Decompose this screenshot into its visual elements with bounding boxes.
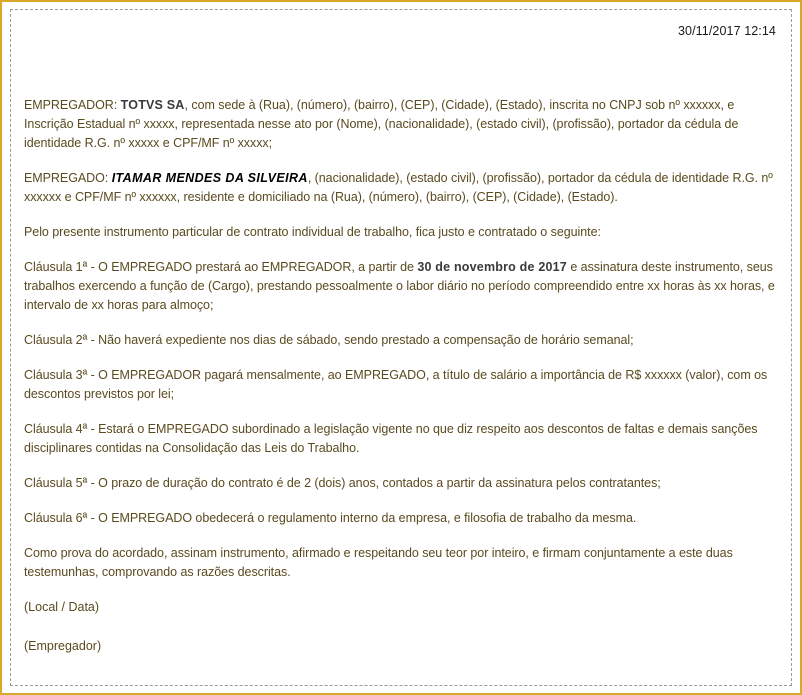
clause-1-after: e assinatura deste instrumento, seus trabalhos exercendo a função de (Cargo), prestando pessoalmente o labor diário no período compreendido entre xx horas às xx horas, e intervalo de xx horas para almoço; xyxy=(24,260,775,312)
document-content xyxy=(24,24,778,683)
employer-label: EMPREGADOR: xyxy=(24,98,118,112)
clause-4: Cláusula 4ª - Estará o EMPREGADO subordinado a legislação vigente no que diz respeito aos descontos de faltas e demais sanções disciplinares contidas na Consolidação das Leis do Trabalho. xyxy=(24,422,758,455)
clause-5: Cláusula 5ª - O prazo de duração do contrato é de 2 (dois) anos, contados a partir da assinatura pelos contratantes; xyxy=(24,476,661,490)
clause-1 xyxy=(24,258,778,315)
employer-signature-line: (Empregador) xyxy=(24,639,102,653)
intro-paragraph: Pelo presente instrumento particular de contrato individual de trabalho, fica justo e contratado o seguinte: xyxy=(24,225,601,239)
employee-paragraph xyxy=(24,169,778,207)
employer-paragraph xyxy=(24,96,778,153)
local-date-line: (Local / Data) xyxy=(24,600,100,614)
print-timestamp: 30/11/2017 12:14 xyxy=(678,24,776,38)
clause-1-before: Cláusula 1ª - O EMPREGADO prestará ao EMPREGADOR, a partir de xyxy=(24,260,418,274)
clause-1-start-date: 30 de novembro de 2017 xyxy=(417,260,567,274)
clause-6: Cláusula 6ª - O EMPREGADO obedecerá o regulamento interno da empresa, e filosofia de trabalho da mesma. xyxy=(24,511,637,525)
closing-paragraph: Como prova do acordado, assinam instrumento, afirmado e respeitando seu teor por inteiro, e firmam conjuntamente a este duas testemunhas, comprovando as razões descritas. xyxy=(24,546,733,579)
employee-label: EMPREGADO: xyxy=(24,171,109,185)
employer-company-name: TOTVS SA xyxy=(120,98,185,112)
clause-2: Cláusula 2ª - Não haverá expediente nos dias de sábado, sendo prestado a compensação de horário semanal; xyxy=(24,333,634,347)
clause-3: Cláusula 3ª - O EMPREGADOR pagará mensalmente, ao EMPREGADO, a título de salário a importância de R$ xxxxxx (valor), com os descontos previstos por lei; xyxy=(24,368,768,401)
employee-details: , (nacionalidade), (estado civil), (profissão), portador da cédula de identidade R.G. nº xxxxxx e CPF/MF nº xxxxxx, residente e domiciliado na (Rua), (número), (bairro), (CEP), (Cidade), (Estado). xyxy=(24,171,773,204)
employer-details: , com sede à (Rua), (número), (bairro), (CEP), (Cidade), (Estado), inscrita no CNPJ sob nº xxxxxx, e Inscrição Estadual nº xxxxx, representada nesse ato por (Nome), (nacionalidade), (estado civil), (profissão), portador da cédula de identidade R.G. nº xxxxx e CPF/MF nº xxxxx; xyxy=(24,98,739,150)
contract-body xyxy=(24,96,778,656)
employee-name: ITAMAR MENDES DA SILVEIRA xyxy=(111,171,308,185)
